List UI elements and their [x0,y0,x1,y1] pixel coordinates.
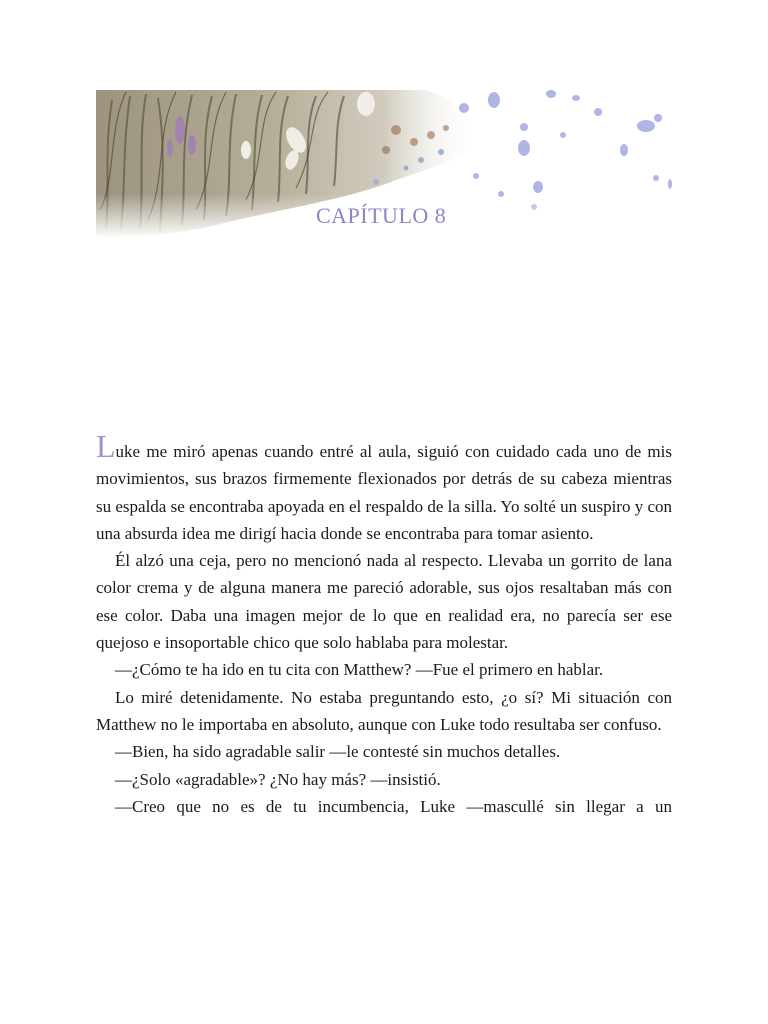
chapter-body [96,428,672,820]
paragraph-3: —¿Cómo te ha ido en tu cita con Matthew? —Fue el primero en hablar. [115,660,604,680]
paragraph-4: Lo miré detenidamente. No estaba preguntando esto, ¿o sí? Mi situación con Matthew no le importaba en absoluto, aunque con Luke todo resultaba ser confuso. [96,687,672,734]
paragraph-2: Él alzó una ceja, pero no mencionó nada al respecto. Llevaba un gorrito de lana color crema y de alguna manera me pareció adorable, sus ojos resaltaban más con ese color. Daba una imagen mejor de lo que en realidad era, no parecía ser ese quejoso e insoportable chico que solo hablaba para molestar. [96,551,672,653]
paragraph-7: —Creo que no es de tu incumbencia, Luke —mascullé sin llegar a un [115,796,672,816]
paragraph-1: Luke me miró apenas cuando entré al aula, siguió con cuidado cada uno de mis movimientos, sus brazos firmemente flexionados por detrás de su cabeza mientras su espalda se encontraba apoyada en el respaldo de la silla. Yo solté un suspiro y con una absurda idea me dirigí hacia donde se encontraba para tomar asiento. [96,428,672,543]
chapter-banner [96,90,672,238]
paragraph-6: —¿Solo «agradable»? ¿No hay más? —insistió. [115,769,441,789]
paragraph-5: —Bien, ha sido agradable salir —le contesté sin muchos detalles. [115,742,561,762]
chapter-title: CAPÍTULO 8 [316,203,447,228]
drop-cap: L [96,428,116,464]
